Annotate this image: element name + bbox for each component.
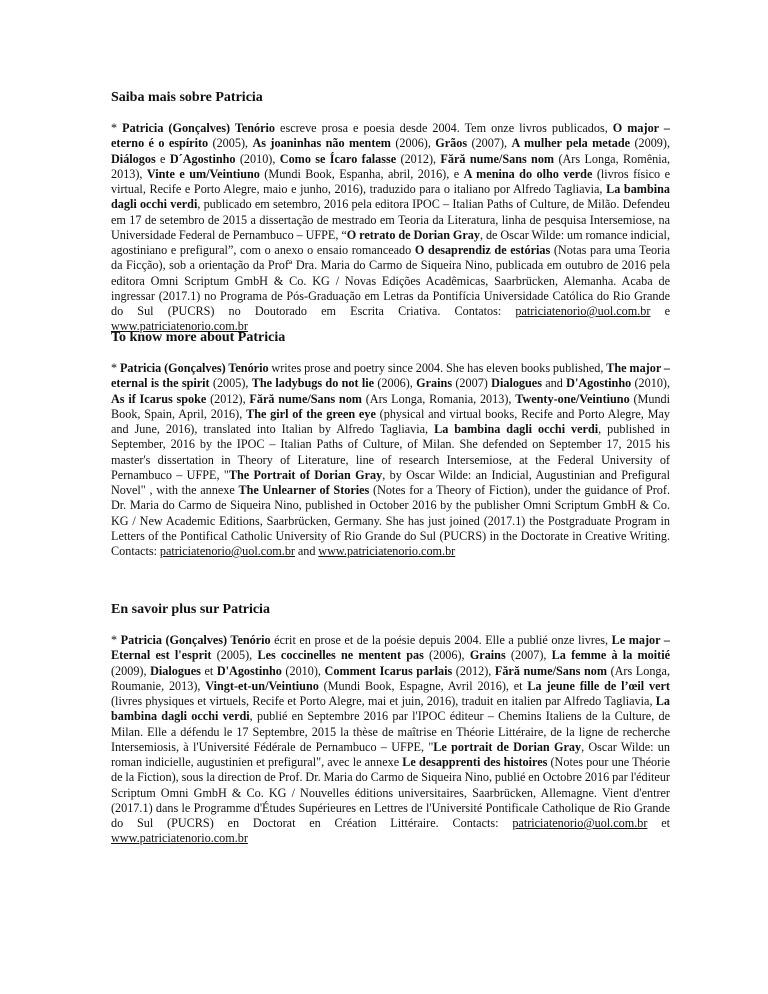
bold-title: The Portrait of Dorian Gray xyxy=(228,467,383,482)
bold-title: La bambina dagli occhi verdi xyxy=(111,182,670,212)
text-run: (physical and virtual books, Recife and Porto Alegre, May and June, 2016), translated into Italian by Alfredo Tagliavia, xyxy=(111,406,670,436)
text-run: , published in September, 2016 by the IPOC – Italian Paths of Culture, of Milan. She defended on September 17, 2015 his master's dissertation in Theory of Literature, line of research Intersemiose, at the Federal University of Pernambuco – UFPE, " xyxy=(111,422,671,482)
bold-title: O major – eterno é o espírito xyxy=(111,121,670,151)
bold-title: As if Icarus spoke xyxy=(111,391,207,406)
website-link[interactable]: www.patriciatenorio.com.br xyxy=(111,319,248,334)
bold-title: The Unlearner of Stories xyxy=(238,483,370,497)
text-run: * xyxy=(111,121,123,135)
bold-title: Vinte e um/Veintiuno xyxy=(146,166,260,181)
text-run: * xyxy=(111,361,120,375)
bold-title: Dialogues xyxy=(491,376,542,391)
text-run: (Mundi Book, Espagne, Avril 2016), et xyxy=(318,678,528,693)
bold-title: La bambina dagli occhi verdi xyxy=(434,422,599,436)
bold-title: O desaprendiz de estórias xyxy=(414,243,551,257)
bold-title: D'Agostinho xyxy=(216,663,282,678)
bold-title: La femme à la moitié xyxy=(551,648,670,663)
section-portuguese xyxy=(111,89,670,335)
section-heading-fr: En savoir plus sur Patricia xyxy=(111,602,270,617)
text-run: et xyxy=(200,663,217,678)
bold-title: D´Agostinho xyxy=(169,151,236,166)
bold-title: Patricia (Gonçalves) Tenório xyxy=(120,633,271,647)
text-run: and xyxy=(294,544,319,558)
section-english xyxy=(111,329,670,559)
text-run: (2009), xyxy=(630,136,671,151)
bold-title: Grãos xyxy=(435,136,468,151)
text-run: (livres physiques et virtuels, Recife et Porto Alegre, mai et juin, 2016), traduit en italien par Alfredo Tagliavia, xyxy=(111,694,656,708)
bold-title: The major – eternal is the spirit xyxy=(111,361,670,391)
section-heading-en: To know more about Patricia xyxy=(111,330,286,345)
text-run: (2012), xyxy=(396,151,441,166)
text-run: e xyxy=(650,304,670,318)
text-run: (2005), xyxy=(208,136,253,151)
bold-title: Le portrait de Dorian Gray xyxy=(433,739,582,754)
text-run: (Ars Longa, Roumanie, 2013), xyxy=(111,663,670,693)
text-run: (Ars Longa, Romênia, 2013), xyxy=(111,151,671,181)
text-run: escreve prosa e poesia desde 2004. Tem onze livros publicados, xyxy=(275,121,613,135)
bold-title: Vingt-et-un/Veintiuno xyxy=(205,678,319,693)
text-run: (2006), xyxy=(390,136,436,151)
bold-title: La bambina dagli occhi verdi xyxy=(111,694,670,724)
text-run: (2010), xyxy=(281,663,325,678)
text-run: (2007), xyxy=(505,648,552,663)
bold-title: A mulher pela metade xyxy=(511,136,631,151)
paragraph-pt xyxy=(111,121,670,335)
text-run: (2006), xyxy=(423,648,470,663)
section-heading-pt: Saiba mais sobre Patricia xyxy=(111,90,263,105)
email-link[interactable]: patriciatenorio@uol.com.br xyxy=(512,816,648,830)
bold-title: La jeune fille de l’œil vert xyxy=(527,678,670,693)
email-link[interactable]: patriciatenorio@uol.com.br xyxy=(159,544,295,558)
text-run: , de Oscar Wilde: um romance indicial, agostiniano e prefigural”, com o anexo o ensaio romanceado xyxy=(111,227,670,257)
bold-title: Patricia (Gonçalves) Tenório xyxy=(122,121,276,135)
bold-title: Fără nume/Sans nom xyxy=(494,663,607,678)
bold-title: Comment Icarus parlais xyxy=(324,663,453,678)
text-run: , Oscar Wilde: un roman indicielle, augustinien et prefigural", avec le annexe xyxy=(111,739,670,769)
text-run: (2005), xyxy=(209,376,252,391)
website-link[interactable]: www.patriciatenorio.com.br xyxy=(111,831,248,846)
text-run: * xyxy=(111,633,121,647)
bold-title: Le desapprenti des histoires xyxy=(402,755,548,769)
bold-title: Grains xyxy=(416,376,453,391)
email-link[interactable]: patriciatenorio@uol.com.br xyxy=(515,304,651,318)
text-run: (2009), xyxy=(111,663,151,678)
text-run: (Ars Longa, Romania, 2013), xyxy=(361,391,516,406)
bold-title: O retrato de Dorian Gray xyxy=(346,227,480,242)
text-run: , by Oscar Wilde: an Indicial, Augustinian and Prefigural Novel" , with the annexe xyxy=(111,467,670,497)
bold-title: Como se Ícaro falasse xyxy=(279,151,397,166)
text-run: (livros físico e virtual, Recife e Porto Alegre, maio e junho, 2016), traduzido para o italiano por Alfredo Tagliavia, xyxy=(111,166,670,196)
bold-title: A menina do olho verde xyxy=(463,166,593,181)
text-run: (Notes for a Theory of Fiction), under the guidance of Prof. Dr. Maria do Carmo de Siqueira Nino, published in October 2016 by the publisher Omni Scriptum GmbH & Co. KG / New Academic Editions, Saarbrücken, Germany. She has just joined (2017.1) the Postgraduate Program in Letters of the Pontifical Catholic University of Rio Grande do Sul (PUCRS) in the Doctorate in Creative Writing. Contacts: xyxy=(111,483,670,558)
bold-title: Diálogos xyxy=(111,151,156,166)
bold-title: Dialogues xyxy=(150,663,201,678)
text-run: écrit en prose et de la poésie depuis 2004. Elle a publié onze livres, xyxy=(270,633,612,647)
paragraph-en xyxy=(111,361,670,559)
bold-title: Patricia (Gonçalves) Tenório xyxy=(119,361,269,375)
website-link[interactable]: www.patriciatenorio.com.br xyxy=(318,544,456,558)
text-run: (Mundi Book, Spain, April, 2016), xyxy=(111,391,671,421)
bold-title: As joaninhas não mentem xyxy=(252,136,391,151)
text-run: , publicado em setembro, 2016 pela editora IPOC – Italian Paths of Culture, de Milão. Defendeu em 17 de setembro de 2015 a dissertação de mestrado em Teoria da Literatura, linha de pesquisa Intersemiose, na Universidade Federal de Pernambuco – UFPE, “ xyxy=(111,197,670,242)
bold-title: Fără nume/Sans nom xyxy=(249,391,362,406)
bold-title: Twenty-one/Veintiuno xyxy=(515,391,630,406)
bold-title: Fără nume/Sans nom xyxy=(440,151,555,166)
bold-title: Les coccinelles ne mentent pas xyxy=(257,648,424,663)
text-run: (2007) xyxy=(452,376,492,391)
text-run: (2010), xyxy=(235,151,280,166)
text-run: (2010), xyxy=(631,376,671,391)
text-run: and xyxy=(541,376,567,391)
text-run: et xyxy=(647,816,670,830)
bold-title: The ladybugs do not lie xyxy=(251,376,375,391)
bold-title: The girl of the green eye xyxy=(246,406,376,421)
paragraph-fr xyxy=(111,633,670,847)
section-french xyxy=(111,601,670,847)
text-run: writes prose and poetry since 2004. She has eleven books published, xyxy=(268,361,607,375)
text-run: (2006), xyxy=(374,376,417,391)
text-run: (Mundi Book, Espanha, abril, 2016), e xyxy=(259,166,464,181)
text-run: (2012), xyxy=(452,663,495,678)
bold-title: Le major – Eternal est l'esprit xyxy=(111,633,670,663)
text-run: (2005), xyxy=(211,648,258,663)
bold-title: D'Agostinho xyxy=(566,376,632,391)
text-run: , publié en Septembre 2016 par l'IPOC éditeur – Chemins Italiens de la Culture, de Milan. Elle a défendu le 17 Septembre, 2015 la thèse de maîtrise en Théorie Littéraire, de la ligne de recherche Intersemiosis, à l'Université Fédérale de Pernambuco – UFPE, " xyxy=(111,709,670,754)
bold-title: Grains xyxy=(469,648,506,663)
text-run: (Notas para uma Teoria da Ficção), sob a orientação da Profª Dra. Maria do Carmo de Siqueira Nino, publicada em outubro de 2016 pela editora Omni Scriptum GmbH & Co. KG / Novas Edições Acadêmicas, Saarbrücken, Alemanha. Acaba de ingressar (2017.1) no Programa de Pós-Graduação em Letras da Pontifícia Universidade Católica do Rio Grande do Sul (PUCRS) no Doutorado em Escrita Criativa. Contatos: xyxy=(111,243,670,318)
text-run: (2007), xyxy=(467,136,512,151)
text-run: (Notes pour une Théorie de la Fiction), sous la direction de Prof. Dr. Maria do Carmo de Siqueira Nino, publié en Octobre 2016 par l'éditeur Scriptum Omni GmbH & Co. KG / Nouvelles éditions universitaires, Saarbrücken, Allemagne. Vient d'entrer (2017.1) dans le Programme d'Études Supérieures en Lettres de l'Université Pontificale Catholique de Rio Grande do Sul (PUCRS) en Doctorat en Création Littéraire. Contacts: xyxy=(111,755,671,830)
text-run: e xyxy=(155,151,170,166)
text-run: (2012), xyxy=(206,391,250,406)
